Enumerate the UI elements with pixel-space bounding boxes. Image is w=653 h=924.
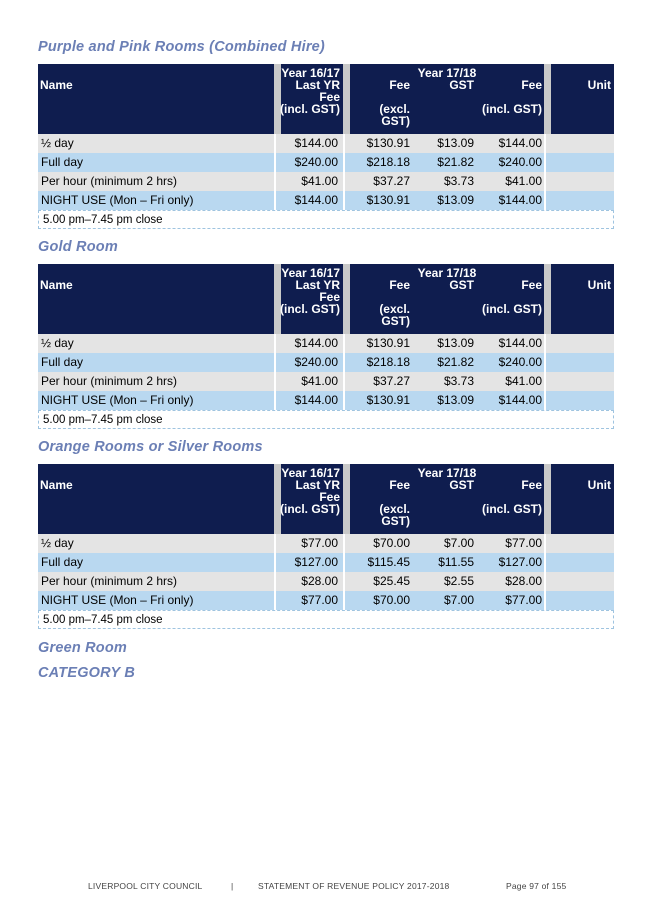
row-last-year-fee: $240.00 (294, 355, 338, 369)
cell-divider (274, 572, 276, 591)
table-header (38, 464, 614, 534)
section-title: Gold Room (38, 239, 118, 255)
fee-table (38, 464, 614, 629)
row-name: ½ day (41, 336, 74, 350)
row-gst: $7.00 (443, 593, 474, 607)
row-fee-excl-gst: $130.91 (366, 393, 410, 407)
row-unit (550, 353, 612, 372)
row-unit (550, 391, 612, 410)
cell-divider (544, 191, 546, 210)
row-fee-incl-gst: $144.00 (498, 336, 542, 350)
header-name: Name (40, 478, 73, 492)
row-last-year-fee: $144.00 (294, 136, 338, 150)
category-title: CATEGORY B (38, 665, 136, 681)
header-unit: Unit (587, 278, 611, 292)
row-unit (550, 153, 612, 172)
section-title: Purple and Pink Rooms (Combined Hire) (38, 39, 325, 55)
footer-page-number: Page 97 of 155 (506, 881, 567, 891)
cell-divider (274, 334, 276, 353)
cell-divider (544, 534, 546, 553)
time-note: 5.00 pm–7.45 pm close (38, 410, 614, 429)
row-gst: $13.09 (437, 393, 474, 407)
table-row (38, 534, 614, 553)
row-fee-excl-gst: $37.27 (373, 374, 410, 388)
row-fee-incl-gst: $77.00 (505, 593, 542, 607)
header-year-1617: Year 16/17 Last YR Fee (incl. GST) (280, 266, 340, 316)
row-unit (550, 572, 612, 591)
table-row (38, 134, 614, 153)
row-last-year-fee: $41.00 (301, 374, 338, 388)
header-year-1718: Year 17/18 (417, 266, 477, 280)
table-row (38, 172, 614, 191)
cell-divider (343, 534, 345, 553)
table-row (38, 334, 614, 353)
header-gst: GST (449, 278, 474, 292)
header-gst: GST (449, 78, 474, 92)
fee-table (38, 64, 614, 229)
row-unit (550, 172, 612, 191)
row-gst: $21.82 (437, 355, 474, 369)
cell-divider (343, 553, 345, 572)
row-unit (550, 591, 612, 610)
row-name: NIGHT USE (Mon – Fri only) (41, 593, 194, 607)
row-fee-incl-gst: $28.00 (505, 574, 542, 588)
row-fee-incl-gst: $240.00 (498, 155, 542, 169)
row-unit (550, 334, 612, 353)
header-fee-incl: Fee (incl. GST) (482, 278, 542, 316)
header-name: Name (40, 78, 73, 92)
row-fee-incl-gst: $77.00 (505, 536, 542, 550)
row-gst: $13.09 (437, 136, 474, 150)
row-fee-excl-gst: $70.00 (373, 536, 410, 550)
cell-divider (274, 153, 276, 172)
row-fee-incl-gst: $41.00 (505, 374, 542, 388)
cell-divider (544, 391, 546, 410)
row-fee-incl-gst: $127.00 (498, 555, 542, 569)
cell-divider (274, 553, 276, 572)
row-unit (550, 553, 612, 572)
row-name: NIGHT USE (Mon – Fri only) (41, 193, 194, 207)
table-row (38, 153, 614, 172)
row-name: ½ day (41, 536, 74, 550)
cell-divider (343, 353, 345, 372)
row-fee-excl-gst: $218.18 (366, 155, 410, 169)
row-gst: $7.00 (443, 536, 474, 550)
row-last-year-fee: $144.00 (294, 393, 338, 407)
header-separator (343, 464, 350, 534)
row-fee-excl-gst: $37.27 (373, 174, 410, 188)
table-row (38, 591, 614, 610)
header-year-1617: Year 16/17 Last YR Fee (incl. GST) (280, 66, 340, 116)
header-separator (544, 464, 551, 534)
cell-divider (544, 553, 546, 572)
row-last-year-fee: $28.00 (301, 574, 338, 588)
cell-divider (544, 134, 546, 153)
cell-divider (343, 172, 345, 191)
row-fee-excl-gst: $70.00 (373, 593, 410, 607)
cell-divider (544, 572, 546, 591)
header-year-1617: Year 16/17 Last YR Fee (incl. GST) (280, 466, 340, 516)
header-fee-excl: Fee (excl. GST) (379, 478, 410, 528)
header-fee-incl: Fee (incl. GST) (482, 78, 542, 116)
cell-divider (343, 372, 345, 391)
footer-org: LIVERPOOL CITY COUNCIL (88, 881, 203, 891)
header-separator (343, 264, 350, 334)
row-name: Full day (41, 355, 84, 369)
header-unit: Unit (587, 78, 611, 92)
row-fee-incl-gst: $41.00 (505, 174, 542, 188)
row-gst: $2.55 (443, 574, 474, 588)
row-gst: $21.82 (437, 155, 474, 169)
table-header (38, 264, 614, 334)
time-note: 5.00 pm–7.45 pm close (38, 610, 614, 629)
header-fee-incl: Fee (incl. GST) (482, 478, 542, 516)
cell-divider (544, 591, 546, 610)
cell-divider (274, 134, 276, 153)
row-gst: $13.09 (437, 336, 474, 350)
row-last-year-fee: $127.00 (294, 555, 338, 569)
row-fee-incl-gst: $144.00 (498, 193, 542, 207)
row-name: ½ day (41, 136, 74, 150)
cell-divider (274, 591, 276, 610)
footer-divider: | (231, 881, 234, 891)
cell-divider (343, 572, 345, 591)
fee-table (38, 264, 614, 429)
footer-document: STATEMENT OF REVENUE POLICY 2017-2018 (258, 881, 450, 891)
row-fee-excl-gst: $130.91 (366, 336, 410, 350)
header-separator (544, 264, 551, 334)
row-gst: $11.55 (438, 555, 474, 569)
cell-divider (544, 334, 546, 353)
row-unit (550, 534, 612, 553)
row-gst: $3.73 (443, 174, 474, 188)
time-note: 5.00 pm–7.45 pm close (38, 210, 614, 229)
row-gst: $3.73 (443, 374, 474, 388)
header-separator (544, 64, 551, 134)
cell-divider (343, 391, 345, 410)
table-header (38, 64, 614, 134)
cell-divider (544, 153, 546, 172)
section-title: Orange Rooms or Silver Rooms (38, 439, 263, 455)
header-fee-excl: Fee (excl. GST) (379, 278, 410, 328)
row-unit (550, 372, 612, 391)
row-fee-incl-gst: $240.00 (498, 355, 542, 369)
row-last-year-fee: $240.00 (294, 155, 338, 169)
table-row (38, 191, 614, 210)
row-name: Per hour (minimum 2 hrs) (41, 574, 178, 588)
cell-divider (274, 534, 276, 553)
table-row (38, 372, 614, 391)
header-gst: GST (449, 478, 474, 492)
row-fee-excl-gst: $218.18 (366, 355, 410, 369)
row-unit (550, 134, 612, 153)
header-year-1718: Year 17/18 (417, 66, 477, 80)
row-last-year-fee: $144.00 (294, 336, 338, 350)
row-last-year-fee: $144.00 (294, 193, 338, 207)
cell-divider (343, 334, 345, 353)
header-separator (343, 64, 350, 134)
cell-divider (343, 191, 345, 210)
header-unit: Unit (587, 478, 611, 492)
row-unit (550, 191, 612, 210)
row-name: Per hour (minimum 2 hrs) (41, 374, 178, 388)
row-name: Full day (41, 155, 84, 169)
table-row (38, 391, 614, 410)
row-last-year-fee: $41.00 (301, 174, 338, 188)
cell-divider (274, 391, 276, 410)
cell-divider (274, 353, 276, 372)
row-fee-excl-gst: $130.91 (366, 193, 410, 207)
green-room-title: Green Room (38, 640, 128, 656)
cell-divider (274, 172, 276, 191)
cell-divider (274, 191, 276, 210)
table-row (38, 572, 614, 591)
row-fee-incl-gst: $144.00 (498, 393, 542, 407)
header-fee-excl: Fee (excl. GST) (379, 78, 410, 128)
row-fee-excl-gst: $130.91 (366, 136, 410, 150)
row-name: Full day (41, 555, 84, 569)
row-last-year-fee: $77.00 (301, 536, 338, 550)
header-name: Name (40, 278, 73, 292)
cell-divider (343, 153, 345, 172)
row-fee-incl-gst: $144.00 (498, 136, 542, 150)
cell-divider (274, 372, 276, 391)
row-name: NIGHT USE (Mon – Fri only) (41, 393, 194, 407)
cell-divider (544, 172, 546, 191)
row-fee-excl-gst: $115.45 (367, 555, 410, 569)
cell-divider (343, 134, 345, 153)
table-row (38, 553, 614, 572)
row-fee-excl-gst: $25.45 (373, 574, 410, 588)
cell-divider (343, 591, 345, 610)
table-row (38, 353, 614, 372)
cell-divider (544, 353, 546, 372)
row-gst: $13.09 (437, 193, 474, 207)
header-year-1718: Year 17/18 (417, 466, 477, 480)
cell-divider (544, 372, 546, 391)
row-name: Per hour (minimum 2 hrs) (41, 174, 178, 188)
row-last-year-fee: $77.00 (301, 593, 338, 607)
